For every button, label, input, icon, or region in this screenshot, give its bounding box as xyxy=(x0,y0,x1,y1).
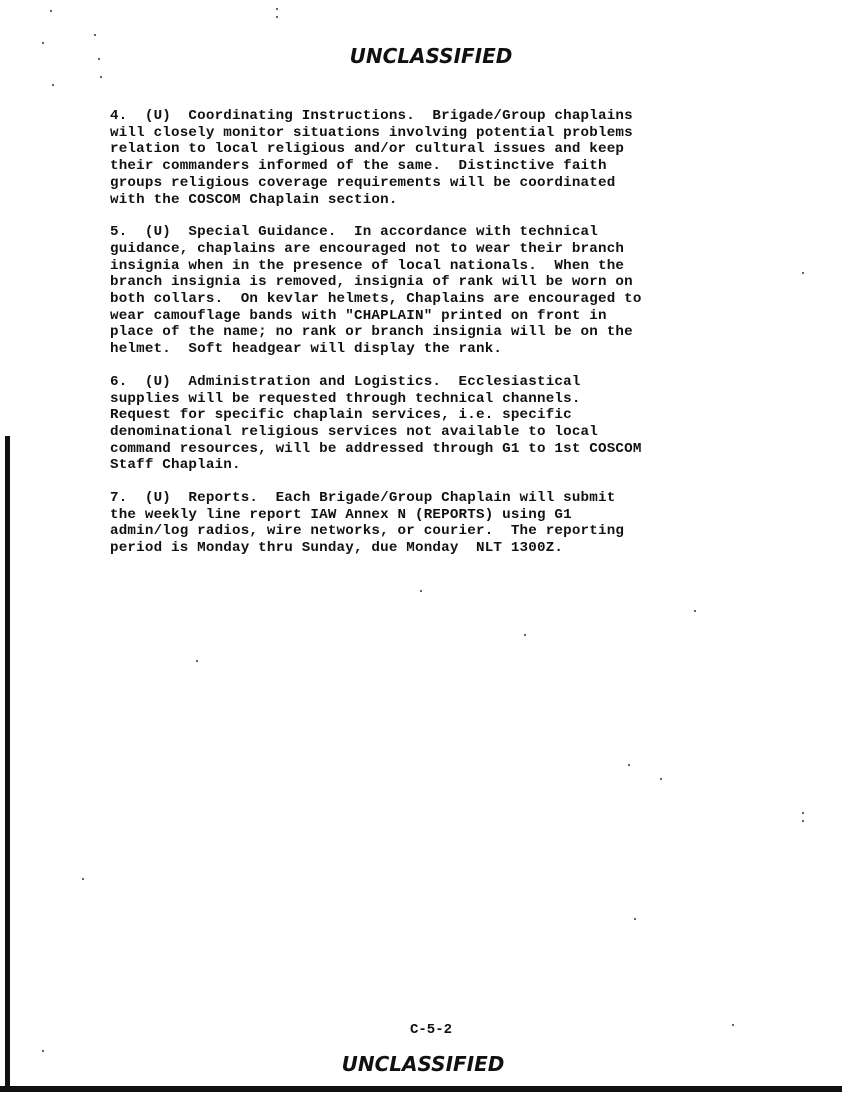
document-body xyxy=(110,108,740,573)
scan-speck xyxy=(196,660,198,662)
paragraph-special-guidance xyxy=(110,224,740,358)
scan-speck xyxy=(42,42,44,44)
text-line: 7. (U) Reports. Each Brigade/Group Chaplain will submit xyxy=(110,490,616,507)
text-line: will closely monitor situations involving potential problems xyxy=(110,124,633,141)
scan-speck xyxy=(98,58,100,60)
text-line: period is Monday thru Sunday, due Monday NLT 1300Z. xyxy=(110,540,564,557)
scan-speck xyxy=(52,84,54,86)
text-line: Staff Chaplain. xyxy=(110,457,241,474)
paragraph-coordinating-instructions xyxy=(110,108,740,208)
scan-speck xyxy=(276,8,278,10)
scan-speck xyxy=(276,16,278,18)
scan-speck xyxy=(42,1050,44,1052)
scan-speck xyxy=(628,764,630,766)
page-number: C-5-2 xyxy=(409,1022,452,1038)
scan-speck xyxy=(94,34,96,36)
text-line: denominational religious services not available to local xyxy=(110,423,598,440)
paragraph-administration-logistics xyxy=(110,374,740,474)
text-line: relation to local religious and/or cultural issues and keep xyxy=(110,141,625,158)
scan-speck xyxy=(732,1024,734,1026)
text-line: guidance, chaplains are encouraged not to wear their branch xyxy=(110,240,625,257)
scan-speck xyxy=(694,610,696,612)
text-line: wear camouflage bands with "CHAPLAIN" printed on front in xyxy=(110,307,607,324)
scan-speck xyxy=(524,634,526,636)
scan-speck xyxy=(420,590,422,592)
text-line: groups religious coverage requirements will be coordinated xyxy=(110,174,616,191)
text-line: the weekly line report IAW Annex N (REPORTS) using G1 xyxy=(110,506,572,523)
scan-speck xyxy=(82,878,84,880)
scan-speck xyxy=(634,918,636,920)
text-line: admin/log radios, wire networks, or courier. The reporting xyxy=(110,523,625,540)
text-line: 6. (U) Administration and Logistics. Ecclesiastical xyxy=(110,373,581,390)
header-classification-marking: UNCLASSIFIED xyxy=(349,44,513,68)
text-line: 5. (U) Special Guidance. In accordance with technical xyxy=(110,224,598,241)
footer-classification-marking: UNCLASSIFIED xyxy=(341,1052,505,1076)
scan-left-edge-bar xyxy=(5,436,10,1088)
text-line: command resources, will be addressed through G1 to 1st COSCOM xyxy=(110,440,642,457)
scan-speck xyxy=(100,76,102,78)
text-line: insignia when in the presence of local nationals. When the xyxy=(110,257,625,274)
text-line: Request for specific chaplain services, i.e. specific xyxy=(110,407,572,424)
text-line: place of the name; no rank or branch insignia will be on the xyxy=(110,324,633,341)
paragraph-reports xyxy=(110,490,740,557)
text-line: with the COSCOM Chaplain section. xyxy=(110,191,398,208)
text-line: helmet. Soft headgear will display the rank. xyxy=(110,341,503,358)
scan-speck xyxy=(802,272,804,274)
text-line: supplies will be requested through technical channels. xyxy=(110,390,581,407)
scan-speck xyxy=(802,812,804,814)
text-line: both collars. On kevlar helmets, Chaplains are encouraged to xyxy=(110,291,642,308)
text-line: their commanders informed of the same. Distinctive faith xyxy=(110,158,607,175)
text-line: 4. (U) Coordinating Instructions. Brigade/Group chaplains xyxy=(110,108,633,124)
scan-speck xyxy=(802,820,804,822)
scan-bottom-edge-bar xyxy=(0,1086,842,1092)
scan-speck xyxy=(660,778,662,780)
text-line: branch insignia is removed, insignia of rank will be worn on xyxy=(110,274,633,291)
scan-speck xyxy=(50,10,52,12)
